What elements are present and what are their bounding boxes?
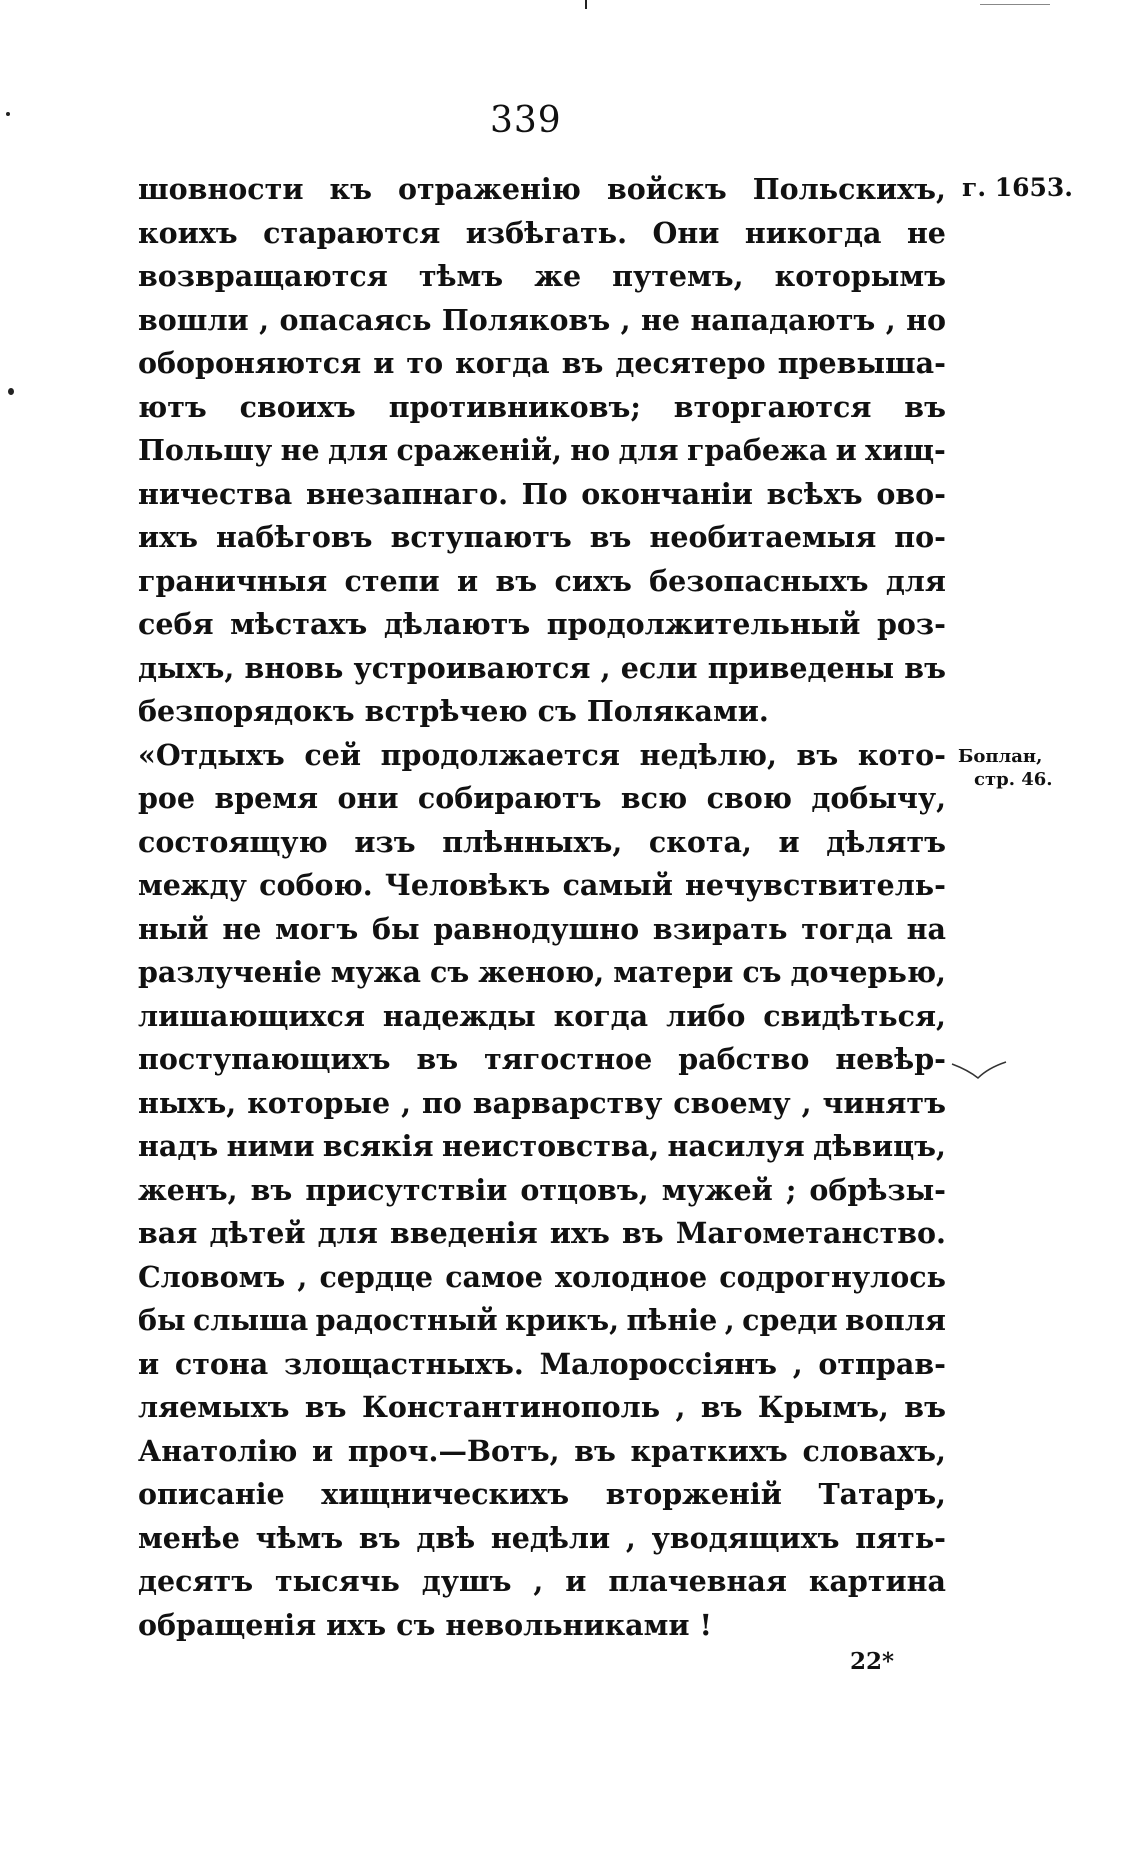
- word: введенія: [390, 1216, 538, 1250]
- word: среди: [742, 1303, 838, 1337]
- word: коихъ: [138, 215, 238, 250]
- word: вопля: [845, 1303, 946, 1337]
- word: возвращаются: [138, 259, 388, 293]
- word: тогда: [801, 911, 893, 946]
- word: холодное: [555, 1259, 708, 1294]
- word: надъ: [138, 1129, 219, 1163]
- word: устроиваются: [353, 650, 591, 685]
- word: «Отдыхъ: [138, 737, 285, 772]
- word: ,: [259, 302, 270, 337]
- word: съ: [396, 1607, 436, 1642]
- word: дѣтей: [209, 1216, 306, 1250]
- text-line: [138, 603, 946, 647]
- word: хищ-: [865, 433, 946, 467]
- word: безопасныхъ: [649, 563, 869, 598]
- word: дѣлятъ: [826, 824, 946, 859]
- word: чинятъ: [822, 1085, 946, 1120]
- word: слыша: [193, 1303, 309, 1337]
- word: набѣговъ: [216, 520, 373, 554]
- word: По: [521, 476, 568, 511]
- text-line: [138, 1386, 946, 1430]
- word: съ: [537, 694, 577, 728]
- word: ,: [620, 302, 631, 337]
- text-line: [138, 212, 946, 256]
- text-line: [138, 821, 946, 865]
- word: обрѣзы-: [809, 1172, 946, 1207]
- word: присутствіи: [305, 1172, 508, 1207]
- scan-speck: [6, 112, 10, 116]
- word: вторженій: [605, 1477, 782, 1511]
- word: отраженію: [398, 172, 581, 206]
- word: уводящихъ: [651, 1520, 840, 1555]
- word: грабежа: [686, 433, 828, 467]
- word: ,: [600, 650, 611, 685]
- word: по: [422, 1085, 462, 1120]
- word: ,: [625, 1520, 636, 1555]
- word: бы: [138, 1303, 186, 1337]
- word: могъ: [275, 911, 359, 946]
- word: сраженій,: [396, 433, 562, 467]
- word: свою: [706, 781, 793, 815]
- text-line: [138, 473, 946, 517]
- word: рабство: [678, 1042, 810, 1076]
- word: дыхъ,: [138, 650, 235, 685]
- word: въ: [416, 1042, 459, 1076]
- text-line: [138, 1517, 946, 1561]
- word: въ: [574, 1433, 616, 1468]
- word: сей: [304, 737, 361, 772]
- word: и: [835, 433, 857, 467]
- word: невольниками: [445, 1607, 690, 1642]
- word: кото-: [857, 737, 946, 772]
- word: ный: [138, 911, 209, 946]
- word: вновь: [244, 650, 344, 685]
- word: плачевная: [608, 1564, 787, 1598]
- text-line: [138, 386, 946, 430]
- word: всю: [620, 781, 688, 815]
- word: всякія: [322, 1129, 434, 1163]
- word: дѣвицъ,: [813, 1129, 946, 1163]
- word: поступающихъ: [138, 1042, 391, 1076]
- word: свидѣться,: [763, 998, 946, 1033]
- text-line: [138, 299, 946, 343]
- word: ово-: [876, 476, 946, 511]
- word: превыша-: [777, 346, 946, 380]
- text-line: [138, 1212, 946, 1256]
- margin-year-note: г. 1653.: [962, 173, 1074, 202]
- word: но: [570, 433, 611, 467]
- word: стараются: [263, 215, 441, 250]
- word: степи: [344, 563, 440, 598]
- word: своему: [673, 1085, 791, 1120]
- word: ;: [785, 1172, 797, 1207]
- word: вступаютъ: [390, 520, 572, 554]
- word: обращенія: [138, 1607, 317, 1642]
- signature-mark: 22*: [850, 1648, 895, 1675]
- text-line: [138, 429, 946, 473]
- word: невѣр-: [835, 1042, 946, 1076]
- word: краткихъ: [630, 1433, 788, 1468]
- word: проч.—Вотъ,: [347, 1433, 560, 1468]
- word: которымъ: [774, 259, 946, 293]
- word: между: [138, 868, 247, 902]
- word: дѣлаютъ: [383, 607, 531, 641]
- word: чѣмъ: [255, 1520, 344, 1555]
- text-line: [138, 1604, 946, 1648]
- word: и: [565, 1564, 587, 1598]
- word: ляемыхъ: [138, 1390, 290, 1424]
- word: Поляками.: [586, 694, 769, 728]
- word: душъ: [421, 1564, 512, 1598]
- word: Польшу: [138, 433, 273, 467]
- word: тѣмъ: [418, 259, 504, 293]
- word: ,: [675, 1390, 686, 1424]
- word: въ: [561, 346, 604, 380]
- word: варварству: [472, 1085, 663, 1120]
- word: словахъ,: [802, 1433, 946, 1468]
- word: стона: [174, 1346, 269, 1381]
- word: тягостное: [484, 1042, 653, 1076]
- text-line: [138, 1430, 946, 1474]
- text-line: [138, 951, 946, 995]
- word: ними: [226, 1129, 315, 1163]
- word: и: [138, 1346, 160, 1381]
- word: которые: [247, 1085, 391, 1120]
- word: въ: [904, 650, 946, 685]
- word: изъ: [354, 824, 416, 859]
- text-line: [138, 777, 946, 821]
- body-text: [138, 168, 946, 1647]
- word: лишающихся: [138, 998, 365, 1033]
- word: ничества: [138, 476, 293, 511]
- word: окончаніи: [581, 476, 753, 511]
- word: въ: [304, 1390, 347, 1424]
- text-line: [138, 342, 946, 386]
- text-line: [138, 1256, 946, 1300]
- text-line: [138, 995, 946, 1039]
- word: съ: [742, 955, 782, 989]
- word: въ: [589, 520, 632, 554]
- word: но: [906, 302, 946, 337]
- word: сихъ: [554, 563, 632, 598]
- word: ютъ: [138, 389, 207, 424]
- word: не: [280, 433, 320, 467]
- word: по-: [894, 520, 946, 554]
- word: ихъ: [326, 1607, 387, 1642]
- word: взирать: [652, 911, 788, 946]
- word: равнодушно: [433, 911, 640, 946]
- word: въ: [700, 1390, 743, 1424]
- text-line: [138, 1560, 946, 1604]
- word: когда: [553, 998, 649, 1033]
- word: путемъ,: [612, 259, 744, 293]
- word: противниковъ;: [388, 389, 641, 424]
- word: злощастныхъ.: [284, 1346, 524, 1381]
- word: въ: [622, 1216, 664, 1250]
- word: ,: [533, 1564, 544, 1598]
- word: время: [214, 781, 319, 815]
- word: неистовства,: [441, 1129, 660, 1163]
- word: ,: [297, 1259, 308, 1294]
- margin-pencil-mark: [950, 1058, 1010, 1088]
- word: ,: [724, 1303, 735, 1337]
- word: тысячь: [274, 1564, 400, 1598]
- word: мужей: [661, 1172, 773, 1207]
- word: они: [337, 781, 399, 815]
- word: состоящую: [138, 824, 328, 859]
- word: пять-: [855, 1520, 946, 1555]
- word: рое: [138, 781, 196, 815]
- word: не: [906, 215, 946, 250]
- text-line: [138, 168, 946, 212]
- text-line: [138, 560, 946, 604]
- word: продолжительный: [546, 607, 861, 641]
- word: надежды: [382, 998, 536, 1033]
- word: внезапнаго.: [305, 476, 508, 511]
- word: ныхъ,: [138, 1085, 237, 1120]
- word: безпорядокъ: [138, 694, 355, 728]
- word: съ: [430, 955, 470, 989]
- word: никогда: [744, 215, 882, 250]
- word: и: [457, 563, 479, 598]
- scan-speck: [8, 388, 14, 395]
- word: Константинополь: [361, 1390, 661, 1424]
- word: либо: [666, 998, 746, 1033]
- word: опасаясь: [279, 302, 432, 337]
- word: въ: [250, 1172, 293, 1207]
- word: въ: [495, 563, 538, 598]
- word: содрогнулось: [719, 1259, 946, 1294]
- text-line: [138, 1125, 946, 1169]
- word: насилуя: [667, 1129, 805, 1163]
- word: хищническихъ: [321, 1477, 570, 1511]
- word: !: [699, 1607, 713, 1642]
- text-line: [138, 647, 946, 691]
- margin-source-page: стр. 46.: [974, 769, 1053, 790]
- word: въ: [796, 737, 839, 772]
- word: необитаемыя: [649, 520, 877, 554]
- word: ,: [801, 1085, 812, 1120]
- word: мѣстахъ: [230, 607, 368, 641]
- word: и: [778, 824, 800, 859]
- text-line: [138, 690, 946, 734]
- word: Малороссіянъ: [539, 1346, 777, 1381]
- word: Человѣкъ: [384, 868, 551, 902]
- word: самое: [445, 1259, 543, 1294]
- text-line: [138, 1082, 946, 1126]
- word: приведены: [707, 650, 895, 685]
- text-line: [138, 516, 946, 560]
- word: собою.: [259, 868, 373, 902]
- text-line: [138, 1169, 946, 1213]
- word: ихъ: [549, 1216, 610, 1250]
- word: разлученіе: [138, 955, 322, 989]
- word: когда: [455, 346, 550, 380]
- word: встрѣчею: [364, 694, 528, 728]
- word: для: [618, 433, 679, 467]
- top-edge-dash: [980, 4, 1050, 5]
- word: Татаръ,: [818, 1477, 946, 1511]
- word: десятъ: [138, 1564, 254, 1598]
- word: ихъ: [138, 520, 198, 554]
- word: роз-: [876, 607, 946, 641]
- word: ,: [885, 302, 896, 337]
- word: избѣгать.: [465, 215, 628, 250]
- word: описаніе: [138, 1477, 285, 1511]
- word: нападаютъ: [690, 302, 876, 337]
- word: вошли: [138, 302, 249, 337]
- word: сердце: [319, 1259, 434, 1294]
- text-line: [138, 908, 946, 952]
- word: пѣніе: [626, 1303, 718, 1337]
- word: нечувствитель-: [685, 868, 946, 902]
- word: матери: [613, 955, 734, 989]
- word: граничныя: [138, 563, 328, 598]
- word: дочерью,: [790, 955, 946, 989]
- text-line: [138, 1343, 946, 1387]
- word: крикъ,: [505, 1303, 620, 1337]
- word: бы: [371, 911, 420, 946]
- text-line: [138, 1038, 946, 1082]
- word: собираютъ: [417, 781, 602, 815]
- word: женою,: [478, 955, 605, 989]
- text-line: [138, 734, 946, 778]
- text-line: [138, 1473, 946, 1517]
- word: въ: [904, 1390, 946, 1424]
- text-line: [138, 255, 946, 299]
- word: къ: [329, 172, 372, 206]
- word: вая: [138, 1216, 198, 1250]
- word: въ: [904, 389, 946, 424]
- word: Словомъ: [138, 1259, 286, 1294]
- word: себя: [138, 607, 214, 641]
- word: скота,: [648, 824, 752, 859]
- word: плѣнныхъ,: [442, 824, 623, 859]
- word: двѣ: [416, 1520, 476, 1555]
- word: недѣли: [490, 1520, 611, 1555]
- top-edge-mark: [585, 0, 587, 9]
- word: Анатолію: [138, 1433, 298, 1468]
- word: мужа: [330, 955, 421, 989]
- margin-source-note: [958, 745, 1053, 791]
- word: если: [620, 650, 698, 685]
- word: въ: [358, 1520, 401, 1555]
- text-line: [138, 1299, 946, 1343]
- word: ,: [401, 1085, 412, 1120]
- word: самый: [562, 868, 673, 902]
- word: обороняются: [138, 346, 362, 380]
- word: Крымъ,: [757, 1390, 889, 1424]
- text-line: [138, 864, 946, 908]
- word: десятеро: [615, 346, 766, 380]
- word: Поляковъ: [441, 302, 611, 337]
- word: для: [885, 563, 946, 598]
- word: своихъ: [239, 389, 356, 424]
- word: и: [373, 346, 395, 380]
- word: же: [534, 259, 582, 293]
- word: картина: [808, 1564, 946, 1598]
- page-number: 339: [490, 100, 562, 141]
- word: то: [406, 346, 444, 380]
- word: женъ,: [138, 1172, 238, 1207]
- margin-source-author: Боплан,: [958, 746, 1043, 767]
- word: для: [327, 433, 389, 467]
- word: менѣе: [138, 1520, 240, 1555]
- word: отправ-: [818, 1346, 946, 1381]
- word: Магометанство.: [675, 1216, 946, 1250]
- word: недѣлю,: [639, 737, 777, 772]
- word: Польскихъ,: [752, 172, 946, 206]
- word: и: [312, 1433, 334, 1468]
- word: на: [906, 911, 946, 946]
- word: добычу,: [811, 781, 946, 815]
- word: не: [222, 911, 262, 946]
- word: не: [641, 302, 680, 337]
- word: для: [317, 1216, 378, 1250]
- word: шовности: [138, 172, 304, 206]
- word: радостный: [315, 1303, 498, 1337]
- word: всѣхъ: [766, 476, 863, 511]
- word: продолжается: [380, 737, 620, 772]
- word: ,: [792, 1346, 803, 1381]
- word: Они: [652, 215, 720, 250]
- word: вторгаются: [673, 389, 872, 424]
- word: отцовъ,: [520, 1172, 649, 1207]
- word: войскъ: [606, 172, 727, 206]
